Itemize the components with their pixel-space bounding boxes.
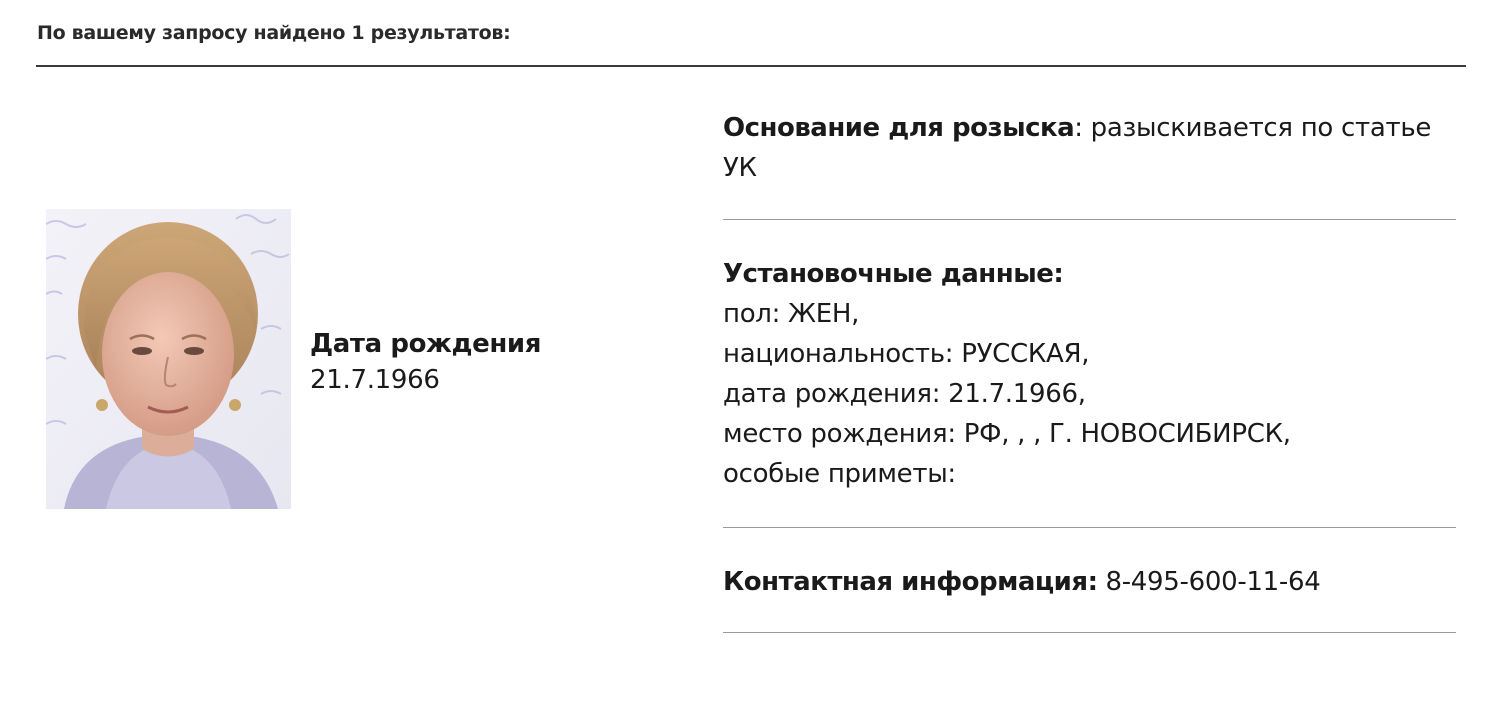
reason-separator: : bbox=[1074, 113, 1083, 143]
birth-label: Дата рождения bbox=[310, 329, 542, 359]
divider-1 bbox=[723, 219, 1456, 220]
identity-nationality: национальность: РУССКАЯ, bbox=[723, 339, 1090, 369]
identity-birthplace: место рождения: РФ, , , Г. НОВОСИБИРСК, bbox=[723, 419, 1291, 449]
reason-value-2: УК bbox=[723, 153, 757, 183]
reason-label: Основание для розыска bbox=[723, 113, 1075, 143]
identity-birthdate: дата рождения: 21.7.1966, bbox=[723, 379, 1086, 409]
divider-2 bbox=[723, 527, 1456, 528]
identity-section bbox=[723, 254, 1458, 494]
reason-value: разыскивается по статье bbox=[1090, 113, 1432, 143]
person-photo bbox=[46, 209, 291, 509]
identity-sex: пол: ЖЕН, bbox=[723, 299, 860, 329]
identity-label: Установочные данные: bbox=[723, 259, 1064, 289]
divider-3 bbox=[723, 632, 1456, 633]
contact-phone: 8-495-600-11-64 bbox=[1105, 567, 1321, 597]
header-divider bbox=[36, 65, 1466, 67]
contact-section bbox=[723, 562, 1458, 602]
contact-label: Контактная информация: bbox=[723, 567, 1098, 597]
portrait-image bbox=[46, 209, 291, 509]
birth-value: 21.7.1966 bbox=[310, 365, 440, 395]
reason-section bbox=[723, 108, 1458, 188]
results-summary: По вашему запросу найдено 1 результатов: bbox=[37, 22, 511, 44]
birth-block bbox=[310, 326, 541, 398]
identity-marks: особые приметы: bbox=[723, 459, 956, 489]
